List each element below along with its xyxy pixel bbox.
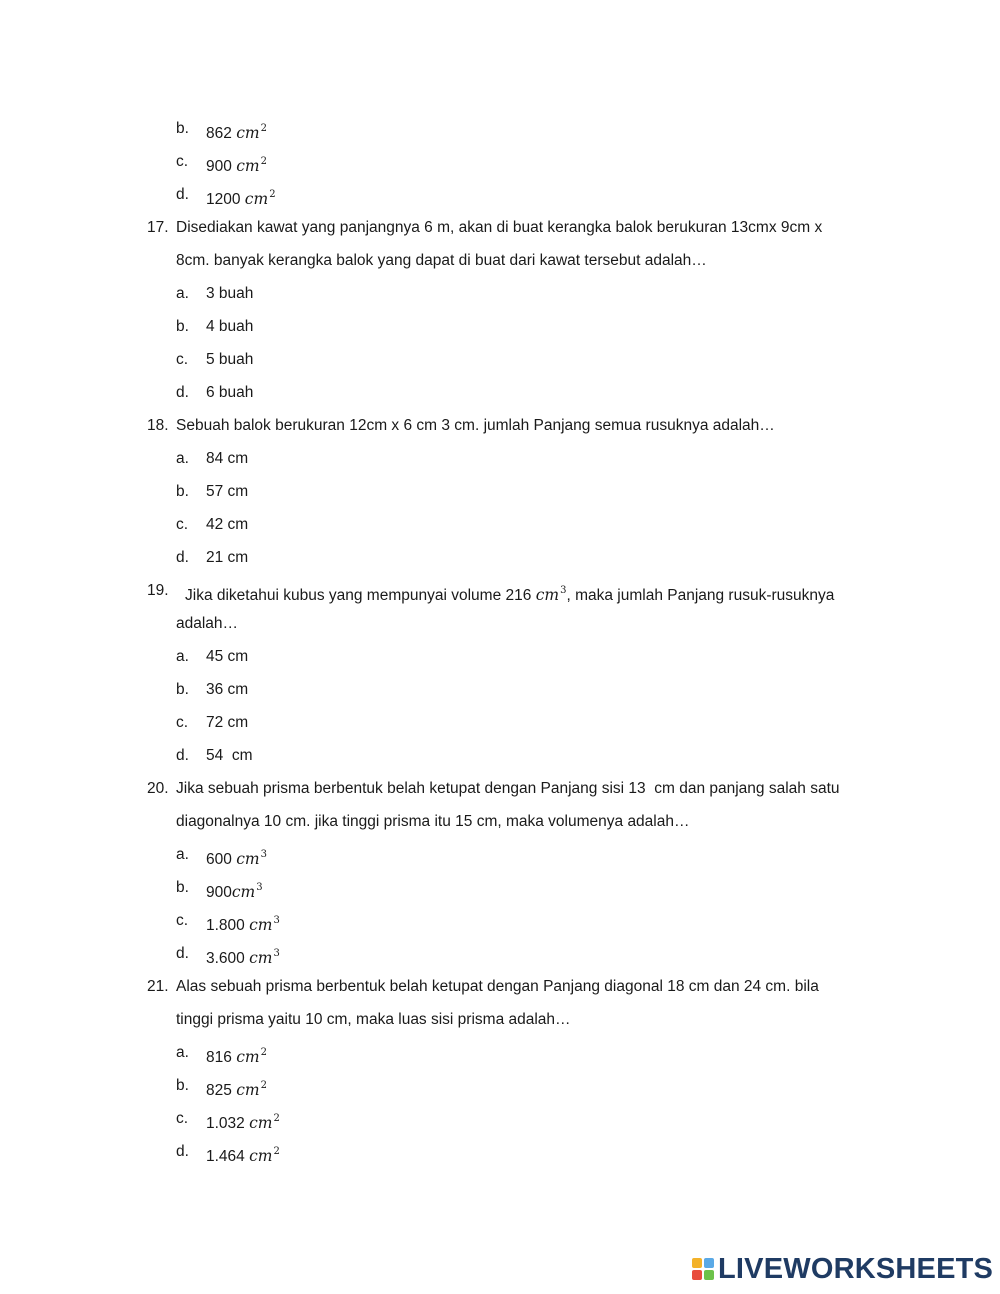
q19-question-cont [0,607,1000,640]
question-number: 18. [147,417,169,434]
option-value: 1.800 [206,917,245,934]
exponent: 2 [273,1146,280,1157]
question-number: 20. [147,780,169,797]
q16-option-b: b. 862 $cm^2$ [176,120,267,142]
q16-option-c: c. 900 $cm^2$ [176,153,267,175]
q18-option-c: c. 42 cm [176,516,249,533]
unit: cm [249,949,273,967]
option-value: 600 [206,851,232,868]
question-text: tinggi prisma yaitu 10 cm, maka luas sisi prisma adalah… [176,1011,571,1028]
exponent: 3 [260,849,267,860]
exponent: 3 [560,585,567,596]
question-number: 21. [147,978,169,995]
q21-option-d: d. 1.464 $cm^2$ [176,1143,280,1165]
option-value: 862 [206,125,232,142]
q20-option-c: c. 1.800 $cm^3$ [176,912,280,934]
q20-question-cont [0,805,1000,838]
q19-option-c: c. 72 cm [176,714,249,731]
question-text: Sebuah balok berukuran 12cm x 6 cm 3 cm. jumlah Panjang semua rusuknya adalah… [176,417,775,434]
exponent: 2 [260,1080,267,1091]
exponent: 2 [260,123,267,134]
exponent: 2 [260,156,267,167]
q18-option-a: a. 84 cm [176,450,249,467]
logo-tiles-icon [692,1258,714,1280]
question-text: Jika diketahui kubus yang mempunyai volume 216 $cm^3$, maka jumlah Panjang rusuk-rusuknya [185,585,835,604]
q18-question [0,409,1000,442]
exponent: 3 [273,948,280,959]
option-value: 1.464 [206,1148,245,1165]
unit: cm [244,190,269,208]
logo-tile [704,1258,714,1268]
q19-option-d: d. 54 cm [176,747,253,764]
question-text: adalah… [176,615,239,632]
q16-option-d: d. 1200 $cm^2$ [176,186,276,208]
worksheet-page [0,112,1000,1168]
option-value: 816 [206,1049,232,1066]
liveworksheets-logo[interactable] [692,1254,993,1284]
question-text: diagonalnya 10 cm. jika tinggi prisma itu 15 cm, maka volumenya adalah… [176,813,690,830]
q18-option-d: d. 21 cm [176,549,249,566]
option-value: 1.032 [206,1115,245,1132]
q19-option-b: b. 36 cm [176,681,249,698]
exponent: 3 [256,882,263,893]
unit: cm [236,124,260,142]
question-text: Alas sebuah prisma berbentuk belah ketupat dengan Panjang diagonal 18 cm dan 24 cm. bila [176,978,819,995]
option-value: 3.600 [206,950,245,967]
q21-question-cont [0,1003,1000,1036]
exponent: 2 [269,189,276,200]
q17-option-c: c. 5 buah [176,351,254,368]
unit: cm [236,850,260,868]
exponent: 2 [260,1047,267,1058]
question-number: 17. [147,219,169,236]
q17-option-b: b. 4 buah [176,318,254,335]
question-text: 8cm. banyak kerangka balok yang dapat di buat dari kawat tersebut adalah… [176,252,707,269]
option-value: 900 [206,884,232,901]
logo-tile [692,1270,702,1280]
q20-question [0,772,1000,805]
logo-text: LIVEWORKSHEETS [718,1252,994,1285]
logo-tile [704,1270,714,1280]
q19-option-a: a. 45 cm [176,648,249,665]
q20-option-d: d. 3.600 $cm^3$ [176,945,280,967]
option-value: 1200 [206,191,241,208]
unit: cm [249,1147,273,1165]
unit: cm [236,1048,260,1066]
option-value: 900 [206,158,232,175]
unit: cm [249,916,273,934]
question-text: Jika sebuah prisma berbentuk belah ketupat dengan Panjang sisi 13 cm dan panjang salah satu [176,780,840,797]
q21-question [0,970,1000,1003]
exponent: 2 [273,1113,280,1124]
question-number: 19. [147,582,169,599]
unit: cm [249,1114,273,1132]
logo-tile [692,1258,702,1268]
q18-option-b: b. 57 cm [176,483,249,500]
exponent: 3 [273,915,280,926]
q17-question-cont [0,244,1000,277]
q19-question [0,574,1000,607]
unit: cm [236,157,260,175]
q21-option-c: c. 1.032 $cm^2$ [176,1110,280,1132]
q17-question [0,211,1000,244]
question-text: Disediakan kawat yang panjangnya 6 m, akan di buat kerangka balok berukuran 13cmx 9cm x [176,219,823,236]
q17-option-a: a. 3 buah [176,285,254,302]
unit: cm [535,586,560,604]
q17-option-d: d. 6 buah [176,384,254,401]
unit: cm [231,883,256,901]
q21-option-a: a. 816 $cm^2$ [176,1044,267,1066]
q20-option-b: b. $900cm^3$ [176,879,263,901]
q21-option-b: b. 825 $cm^2$ [176,1077,267,1099]
q20-option-a: a. 600 $cm^3$ [176,846,267,868]
unit: cm [236,1081,260,1099]
option-value: 825 [206,1082,232,1099]
